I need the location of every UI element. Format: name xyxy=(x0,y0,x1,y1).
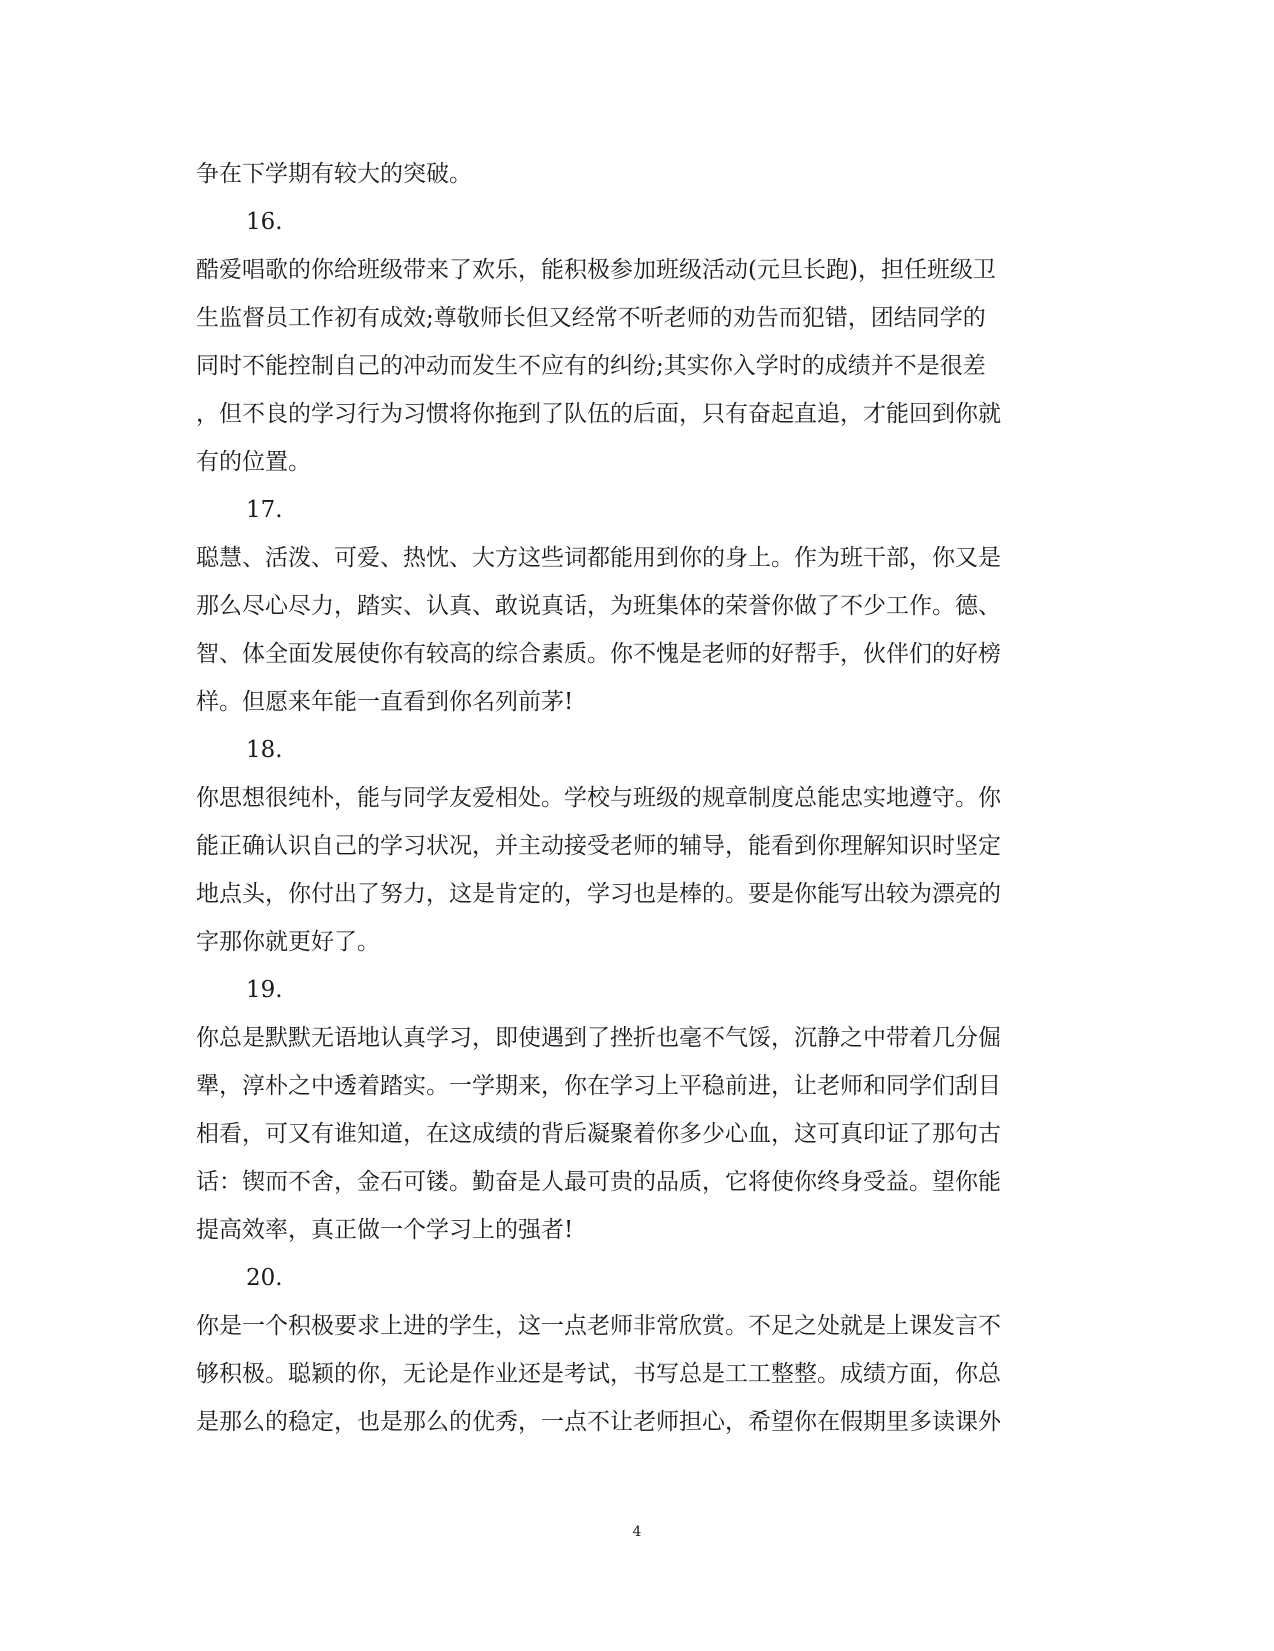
entry-17-line: 聪慧、活泼、可爱、热忱、大方这些词都能用到你的身上。作为班干部，你又是 xyxy=(196,545,1001,571)
entry-20-line: 你是一个积极要求上进的学生，这一点老师非常欣赏。不足之处就是上课发言不 xyxy=(196,1313,1001,1339)
entry-17-line: 智、体全面发展使你有较高的综合素质。你不愧是老师的好帮手，伙伴们的好榜 xyxy=(196,641,1001,667)
entry-16-line: ，但不良的学习行为习惯将你拖到了队伍的后面，只有奋起直追，才能回到你就 xyxy=(196,401,1001,427)
entry-number-16: 16. xyxy=(246,209,283,235)
entry-20-line: 够积极。聪颖的你，无论是作业还是考试，书写总是工工整整。成绩方面，你总 xyxy=(196,1361,1001,1387)
entry-number-17: 17. xyxy=(246,497,283,523)
entry-19-line: 话：锲而不舍，金石可镂。勤奋是人最可贵的品质，它将使你终身受益。望你能 xyxy=(196,1169,1001,1195)
entry-16-line: 生监督员工作初有成效;尊敬师长但又经常不听老师的劝告而犯错，团结同学的 xyxy=(196,305,986,331)
entry-17-line: 样。但愿来年能一直看到你名列前茅! xyxy=(196,689,574,715)
entry-20-line: 是那么的稳定，也是那么的优秀，一点不让老师担心，希望你在假期里多读课外 xyxy=(196,1409,1001,1435)
entry-19-line: 相看，可又有谁知道，在这成绩的背后凝聚着你多少心血，这可真印证了那句古 xyxy=(196,1121,1001,1147)
entry-number-20: 20. xyxy=(246,1265,283,1291)
entry-17-line: 那么尽心尽力，踏实、认真、敢说真话，为班集体的荣誉你做了不少工作。德、 xyxy=(196,593,1001,619)
entry-18-line: 地点头，你付出了努力，这是肯定的，学习也是棒的。要是你能写出较为漂亮的 xyxy=(196,881,1001,907)
text-column xyxy=(196,150,1072,1446)
entry-19-line: 提高效率，真正做一个学习上的强者! xyxy=(196,1217,574,1243)
intro-line: 争在下学期有较大的突破。 xyxy=(196,161,472,187)
entry-number-18: 18. xyxy=(246,737,283,763)
entry-16-line: 有的位置。 xyxy=(196,449,311,475)
entry-18-line: 你思想很纯朴，能与同学友爱相处。学校与班级的规章制度总能忠实地遵守。你 xyxy=(196,785,1001,811)
entry-16-line: 同时不能控制自己的冲动而发生不应有的纠纷;其实你入学时的成绩并不是很差 xyxy=(196,353,986,379)
entry-18-line: 字那你就更好了。 xyxy=(196,929,380,955)
entry-number-19: 19. xyxy=(246,977,283,1003)
entry-19-line: 你总是默默无语地认真学习，即使遇到了挫折也毫不气馁，沉静之中带着几分倔 xyxy=(196,1025,1001,1051)
entry-18-line: 能正确认识自己的学习状况，并主动接受老师的辅导，能看到你理解知识时坚定 xyxy=(196,833,1001,859)
entry-16-line: 酷爱唱歌的你给班级带来了欢乐，能积极参加班级活动(元旦长跑)，担任班级卫 xyxy=(196,257,996,283)
entry-19-line: 犟，淳朴之中透着踏实。一学期来，你在学习上平稳前进，让老师和同学们刮目 xyxy=(196,1073,1001,1099)
page-number: 4 xyxy=(632,1524,642,1540)
